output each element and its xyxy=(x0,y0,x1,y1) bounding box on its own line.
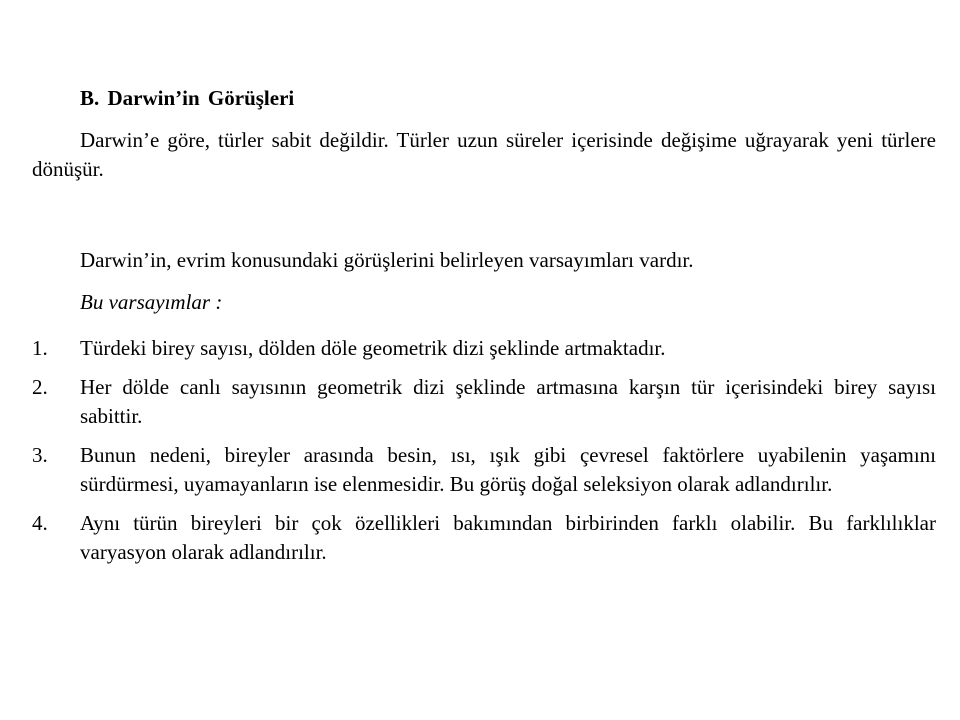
intro-paragraph: Darwin’e göre, türler sabit değildir. Türler uzun süreler içerisinde değişime uğrayarak yeni türlere dönüşür. xyxy=(32,128,936,181)
list-item-number: 3. xyxy=(32,443,48,467)
list-item xyxy=(32,509,936,567)
list-item-number: 1. xyxy=(32,336,48,360)
assumptions-list xyxy=(32,334,936,577)
list-item-text: Her dölde canlı sayısının geometrik dizi şeklinde artmasına karşın tür içerisindeki birey sayısı sabittir. xyxy=(80,375,936,428)
assumptions-title: Bu varsayımlar : xyxy=(80,290,223,314)
list-item-number: 4. xyxy=(32,511,48,535)
list-item-text: Aynı türün bireyleri bir çok özellikleri bakımından birbirinden farklı olabilir. Bu farklılıklar varyasyon olarak adlandırılır. xyxy=(80,511,936,564)
list-item-text: Bunun nedeni, bireyler arasında besin, ısı, ışık gibi çevresel faktörlere uyabilenin yaşamını sürdürmesi, uyamayanların ise elenmesidir. Bu görüş doğal seleksiyon olarak adlandırılır. xyxy=(80,443,936,496)
assumptions-sentence: Darwin’in, evrim konusundaki görüşlerini belirleyen varsayımları vardır. xyxy=(80,248,694,272)
list-item xyxy=(32,441,936,499)
list-item xyxy=(32,334,936,363)
list-item-text: Türdeki birey sayısı, dölden döle geometrik dizi şeklinde artmaktadır. xyxy=(80,336,666,360)
list-item-number: 2. xyxy=(32,375,48,399)
section-heading: B. Darwin’in Görüşleri xyxy=(80,86,295,110)
list-item xyxy=(32,373,936,431)
